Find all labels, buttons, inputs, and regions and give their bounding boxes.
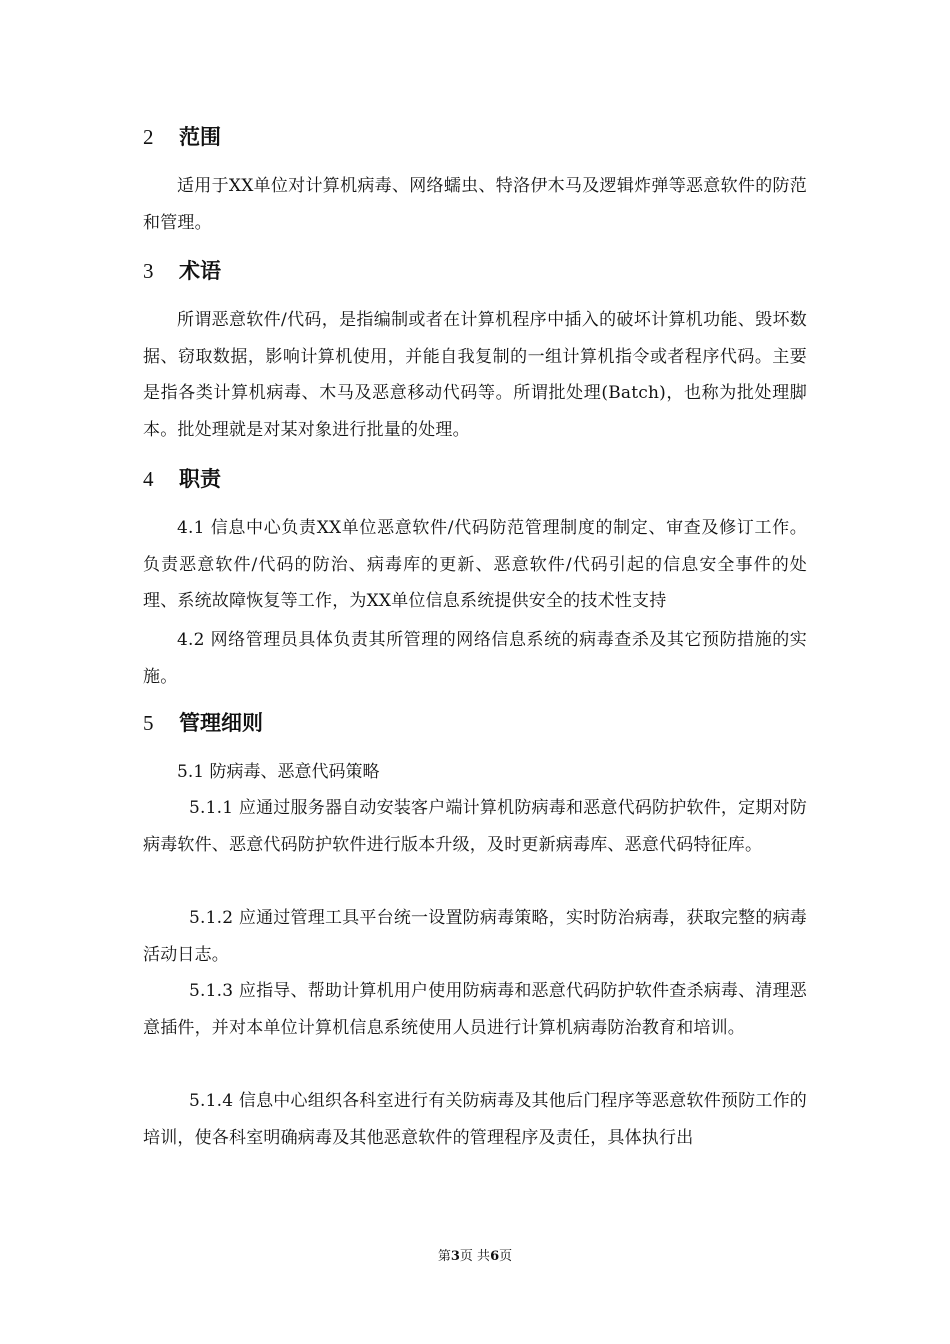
footer-middle: 页 共 (459, 1249, 491, 1264)
rule-5-1-1-paragraph: 5.1.1 应通过服务器自动安装客户端计算机防病毒和恶意代码防护软件，定期对防病毒软件、恶意代码防护软件进行版本升级，及时更新病毒库、恶意代码特征库。 (143, 798, 807, 855)
footer-prefix: 第 (437, 1249, 451, 1264)
rule-5-1-3-paragraph: 5.1.3 应指导、帮助计算机用户使用防病毒和恶意代码防护软件查杀病毒、清理恶意插件，并对本单位计算机信息系统使用人员进行计算机病毒防治教育和培训。 (143, 981, 807, 1038)
duty-4-1-paragraph: 4.1 信息中心负责XX单位恶意软件/代码防范管理制度的制定、审查及修订工作。负责恶意软件/代码的防治、病毒库的更新、恶意软件/代码引起的信息安全事件的处理、系统故障恢复等工作，为XX单位信息系统提供安全的技术性支持 (143, 518, 807, 611)
rule-5-1-2-paragraph: 5.1.2 应通过管理工具平台统一设置防病毒策略，实时防治病毒，获取完整的病毒活动日志。 (143, 908, 807, 965)
section-number: 4 (143, 467, 154, 491)
section-title: 范围 (179, 125, 221, 149)
terms-paragraph: 所谓恶意软件/代码，是指编制或者在计算机程序中插入的破坏计算机功能、毁坏数据、窃取数据，影响计算机使用，并能自我复制的一组计算机指令或者程序代码。主要是指各类计算机病毒、木马及恶意移动代码等。所谓批处理(Batch)，也称为批处理脚本。批处理就是对某对象进行批量的处理。 (143, 310, 807, 440)
page-footer (0, 1245, 950, 1264)
section-number: 3 (143, 259, 154, 283)
rule-5-1-4-paragraph: 5.1.4 信息中心组织各科室进行有关防病毒及其他后门程序等恶意软件预防工作的培训，使各科室明确病毒及其他恶意软件的管理程序及责任，具体执行出 (143, 1091, 807, 1148)
footer-suffix: 页 (499, 1249, 513, 1264)
section-title: 管理细则 (179, 711, 263, 735)
section-heading-duties (143, 465, 221, 493)
scope-paragraph: 适用于XX单位对计算机病毒、网络蠕虫、特洛伊木马及逻辑炸弹等恶意软件的防范和管理。 (143, 176, 807, 233)
footer-total-pages: 6 (490, 1249, 500, 1264)
footer-current-page: 3 (450, 1249, 460, 1264)
section-heading-terms (143, 257, 221, 285)
section-title: 术语 (179, 259, 221, 283)
section-number: 2 (143, 125, 154, 149)
section-number: 5 (143, 711, 154, 735)
section-title: 职责 (179, 467, 221, 491)
subsection-5-1-title: 5.1 防病毒、恶意代码策略 (177, 762, 380, 782)
duty-4-2-paragraph: 4.2 网络管理员具体负责其所管理的网络信息系统的病毒查杀及其它预防措施的实施。 (143, 630, 807, 687)
section-heading-scope (143, 123, 221, 151)
section-heading-rules (143, 709, 263, 737)
